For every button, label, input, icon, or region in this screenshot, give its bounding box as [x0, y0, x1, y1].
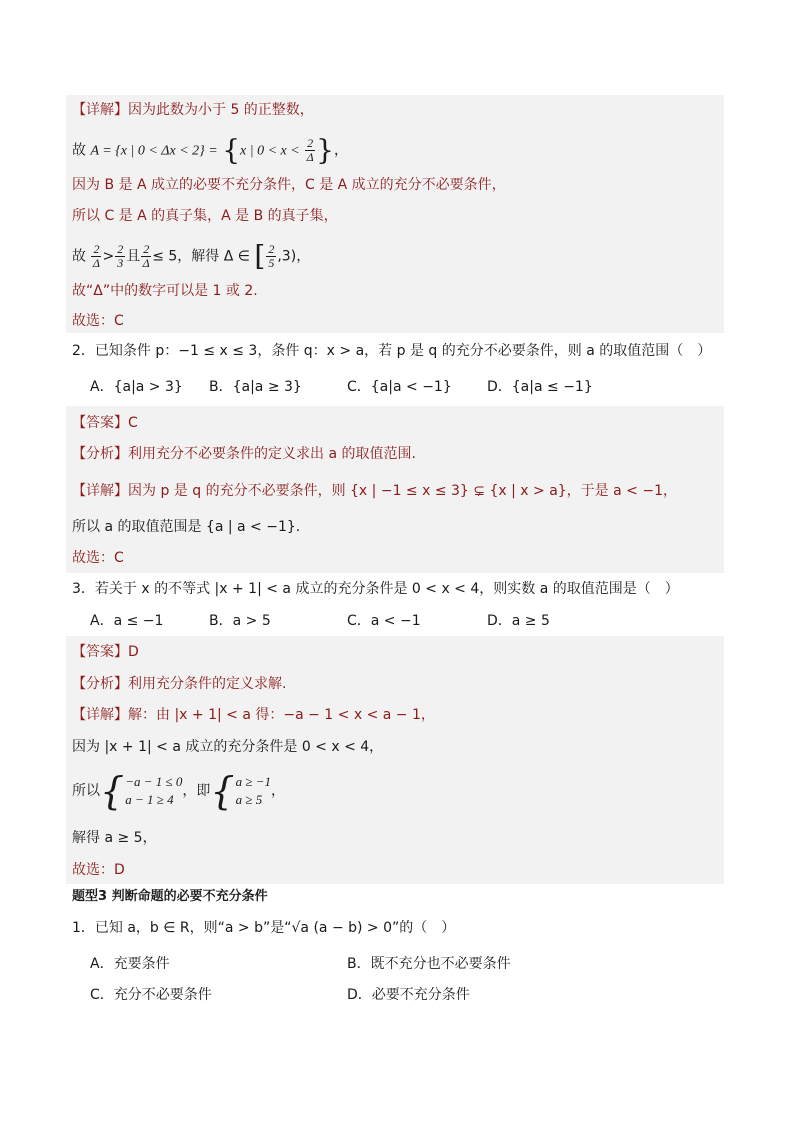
q3-answer: 【答案】D [72, 644, 139, 660]
q2-option-c: C．{a|a < −1} [347, 379, 452, 395]
q3-option-c: C．a < −1 [347, 613, 421, 629]
q2-detail-2: 所以 a 的取值范围是 {a | a < −1}. [72, 519, 301, 535]
q2-option-b: B．{a|a ≥ 3} [209, 379, 302, 395]
q3-option-d: D．a ≥ 5 [487, 613, 550, 629]
q3-select: 故选：D [72, 862, 125, 878]
detail-line-6: 故“Δ”中的数字可以是 1 或 2. [72, 283, 258, 299]
q2-analysis: 【分析】利用充分不必要条件的定义求出 a 的取值范围. [72, 446, 416, 462]
t3-q1-stem: 1．已知 a，b ∈ R，则“a > b”是“√a (a − b) > 0”的（ ） [72, 920, 456, 936]
q3-detail: 【详解】解：由 |x + 1| < a 得：−a − 1 < x < a − 1， [72, 707, 435, 723]
detail-line-4: 所以 C 是 A 的真子集，A 是 B 的真子集， [72, 208, 338, 224]
detail-line-1: 【详解】因为此数为小于 5 的正整数， [72, 102, 314, 118]
detail-line-3: 因为 B 是 A 成立的必要不充分条件，C 是 A 成立的充分不必要条件， [72, 177, 506, 193]
q3-option-a: A．a ≤ −1 [90, 613, 164, 629]
section-heading: 题型3 判断命题的必要不充分条件 [72, 889, 268, 904]
q2-option-d: D．{a|a ≤ −1} [487, 379, 593, 395]
detail-line-5: 故 $\frac{2}{\Delta}$ > $\frac{2}{3}$ 且 $\frac{2}{\Delta}$ ≤ 5，解得 Δ ∈ [ $\frac{2}{5}$ ,3)， [72, 239, 311, 273]
q2-option-a: A．{a|a > 3} [90, 379, 183, 395]
q3-system-line: 所以 { −a − 1 ≤ 0 a − 1 ≥ 4 ，即 { a ≥ −1 a ≥ 5 ， [72, 769, 285, 813]
t3-option-a: A．充要条件 [90, 956, 170, 972]
t3-option-b: B．既不充分也不必要条件 [347, 956, 511, 972]
t3-option-d: D．必要不充分条件 [347, 987, 470, 1003]
q2-answer: 【答案】C [72, 415, 138, 431]
q3-solve: 解得 a ≥ 5， [72, 830, 157, 846]
t3-option-c: C．充分不必要条件 [90, 987, 212, 1003]
q3-detail-2: 因为 |x + 1| < a 成立的充分条件是 0 < x < 4， [72, 739, 384, 755]
q3-option-b: B．a > 5 [209, 613, 271, 629]
q2-select: 故选：C [72, 550, 124, 566]
q3-analysis: 【分析】利用充分条件的定义求解. [72, 676, 287, 692]
q2-stem: 2．已知条件 p：−1 ≤ x ≤ 3，条件 q：x > a，若 p 是 q 的充分不必要条件，则 a 的取值范围（ ） [72, 343, 712, 359]
select-line-1: 故选：C [72, 313, 124, 329]
detail-line-2: 故 A = {x | 0 < Δx < 2} = {x | 0 < x < $\frac{2}{\Delta}$ }， [72, 133, 348, 167]
q3-stem: 3．若关于 x 的不等式 |x + 1| < a 成立的充分条件是 0 < x < 4，则实数 a 的取值范围是（ ） [72, 581, 679, 597]
q2-detail: 【详解】因为 p 是 q 的充分不必要条件，则 {x | −1 ≤ x ≤ 3} ⊊ {x | x > a}，于是 a < −1， [72, 483, 677, 499]
detail-tag: 【详解】 [72, 102, 128, 118]
